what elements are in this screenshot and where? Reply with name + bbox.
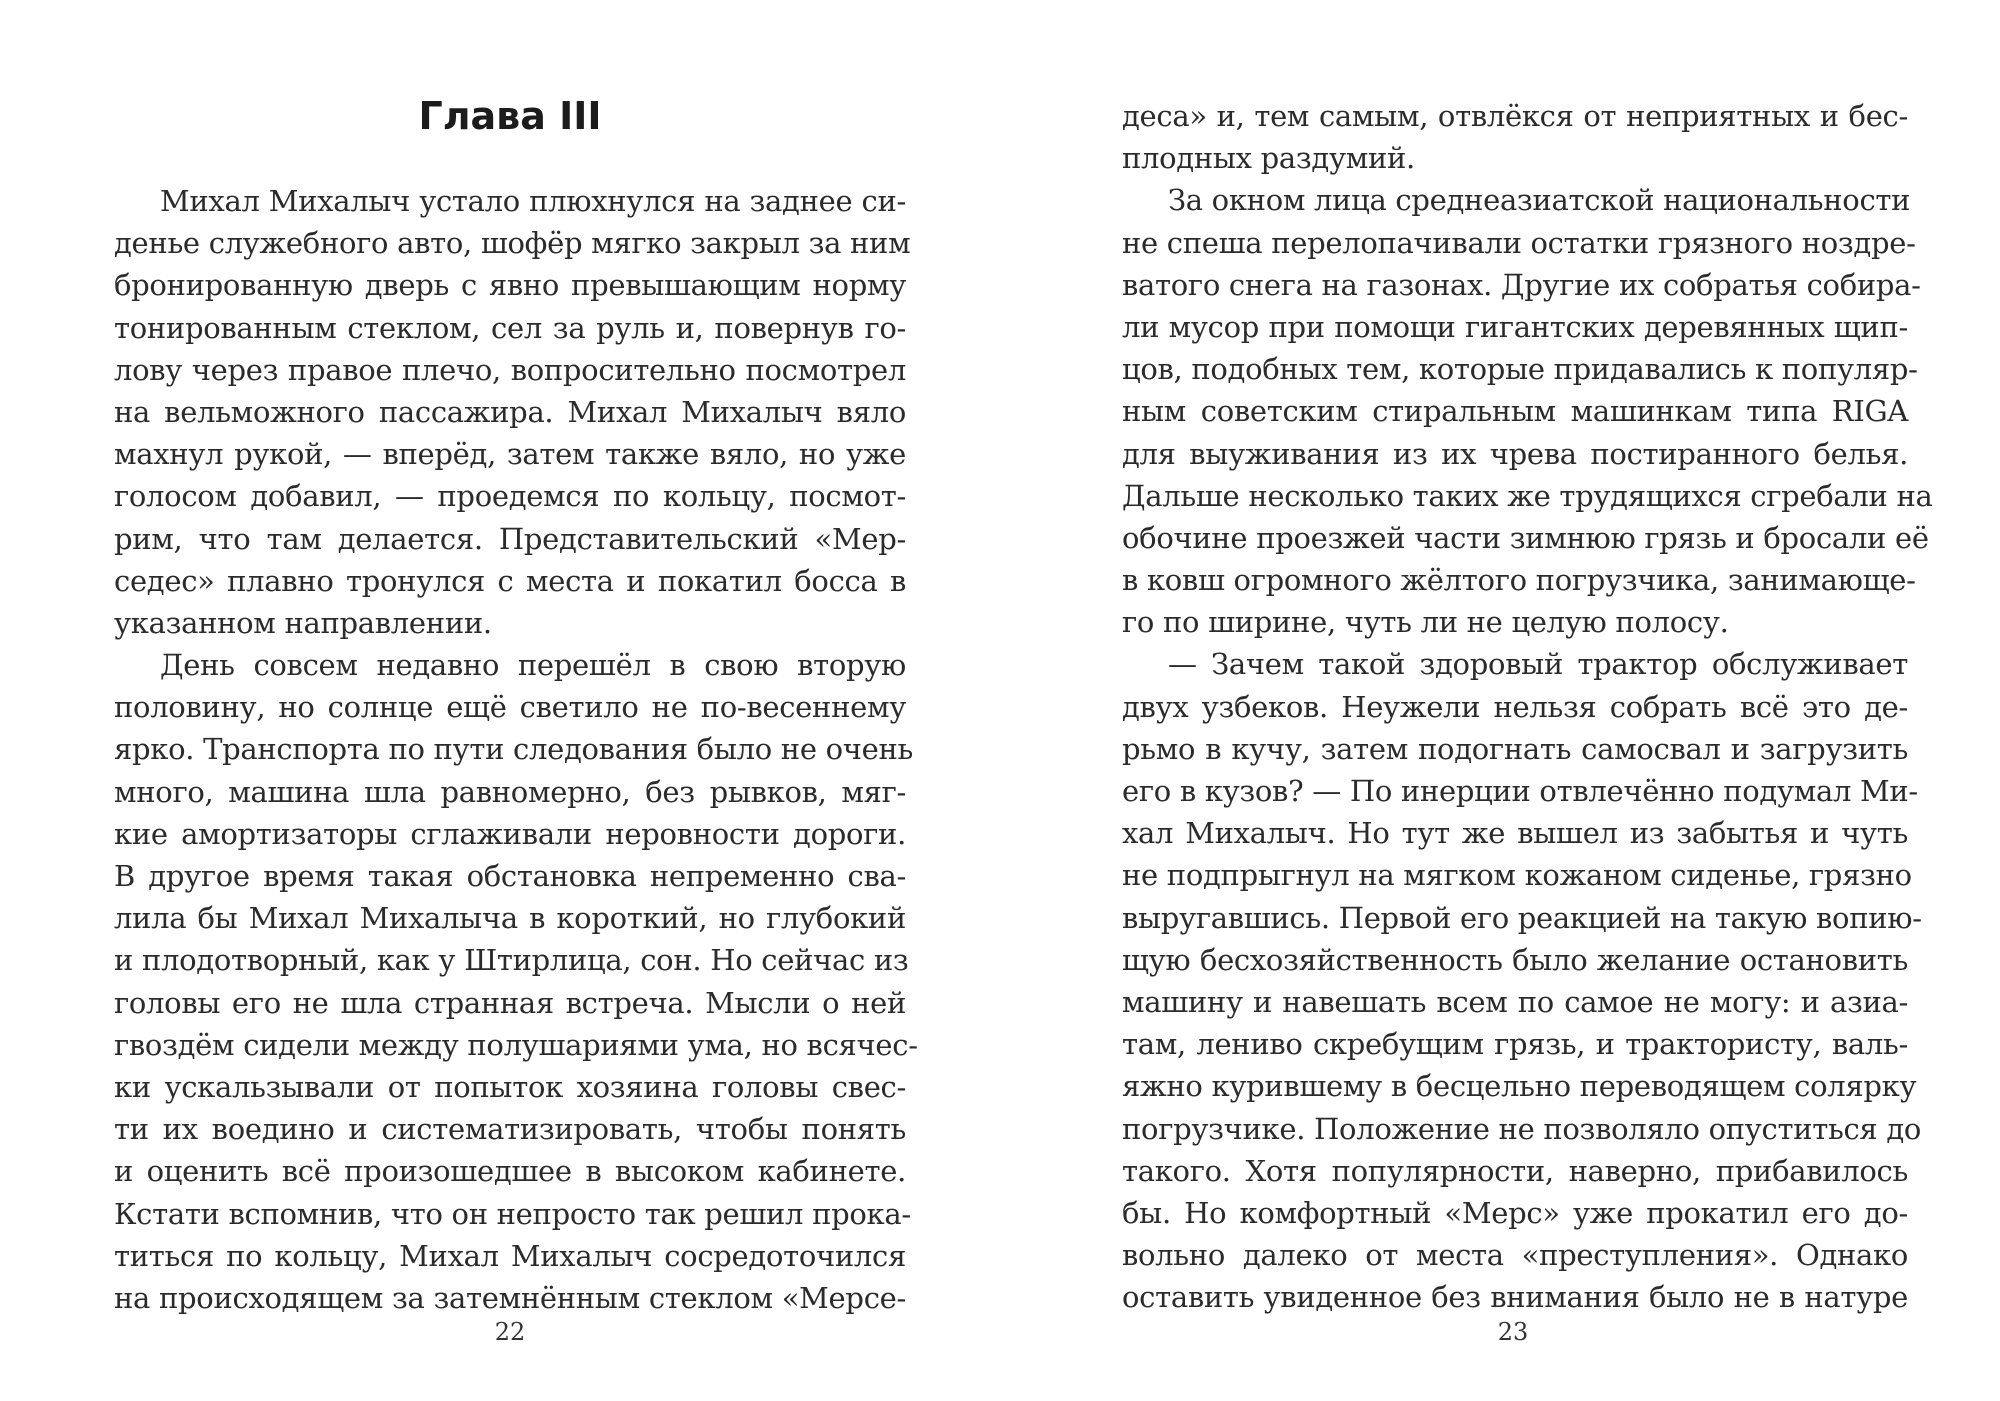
text-line: на происходящем за затемнённым стеклом «Мерсе- bbox=[114, 1280, 906, 1315]
text-line: За окном лица среднеазиатской национальности bbox=[1168, 183, 1911, 218]
text-line: цов, подобных тем, которые придавались к популяр- bbox=[1122, 352, 1918, 387]
text-line: кие амортизаторы сглаживали неровности дороги. bbox=[114, 816, 906, 851]
text-line: двух узбеков. Неужели нельзя собрать всё это де- bbox=[1122, 689, 1908, 724]
text-line: машину и навешать всем по самое не могу: и азиа- bbox=[1122, 984, 1908, 1019]
text-line: много, машина шла равномерно, без рывков, мяг- bbox=[114, 774, 906, 809]
text-line: гвоздём сидели между полушариями ума, но всячес- bbox=[114, 1027, 918, 1062]
chapter-title: Глава III bbox=[418, 94, 602, 138]
text-line: для выуживания из их чрева постиранного белья. bbox=[1122, 436, 1908, 471]
text-line: тонированным стеклом, сел за руль и, повернув го- bbox=[114, 310, 906, 345]
text-line: половину, но солнце ещё светило не по-весеннему bbox=[114, 690, 906, 725]
text-line: оставить увиденное без внимания было не в натуре bbox=[1122, 1280, 1908, 1315]
text-line: бы. Но комфортный «Мерс» уже прокатил его до- bbox=[1122, 1195, 1908, 1230]
text-line: такого. Хотя популярности, наверно, прибавилось bbox=[1122, 1153, 1908, 1188]
text-line: го по ширине, чуть ли не целую полосу. bbox=[1122, 605, 1729, 640]
text-line: плодных раздумий. bbox=[1122, 141, 1415, 176]
text-line: денье служебного авто, шофёр мягко закрыл за ним bbox=[114, 226, 911, 261]
text-line: махнул рукой, — вперёд, затем также вяло, но уже bbox=[114, 437, 906, 472]
page-number-right: 23 bbox=[1497, 1318, 1529, 1346]
text-line: в ковш огромного жёлтого погрузчика, занимающе- bbox=[1122, 563, 1916, 598]
text-line: седес» плавно тронулся с места и покатил босса в bbox=[114, 563, 906, 598]
text-line: лову через правое плечо, вопросительно посмотрел bbox=[114, 352, 906, 387]
text-line: В другое время такая обстановка непременно сва- bbox=[114, 859, 906, 893]
text-line: титься по кольцу, Михал Михалыч сосредоточился bbox=[114, 1238, 906, 1273]
text-line: погрузчике. Положение не позволяло опуститься до bbox=[1122, 1111, 1922, 1146]
text-line: не подпрыгнул на мягком кожаном сиденье, грязно bbox=[1122, 858, 1912, 893]
text-line: Дальше несколько таких же трудящихся сгребали на bbox=[1122, 478, 1933, 513]
text-line: — Зачем такой здоровый трактор обслуживает bbox=[1168, 647, 1908, 682]
left-page-text bbox=[114, 180, 918, 1319]
text-line: хал Михалыч. Но тут же вышел из забытья и чуть bbox=[1122, 816, 1908, 851]
text-line: обочине проезжей части зимнюю грязь и бросали её bbox=[1122, 520, 1929, 555]
text-line: ярко. Транспорта по пути следования было не очень bbox=[114, 732, 914, 767]
page-number-left: 22 bbox=[494, 1318, 526, 1346]
text-line: рим, что там делается. Представительский «Мер- bbox=[114, 521, 906, 556]
text-line: лила бы Михал Михалыча в короткий, но глубокий bbox=[114, 901, 906, 936]
text-line: яжно курившему в бесцельно переводящем солярку bbox=[1122, 1069, 1917, 1104]
text-line: щую бесхозяйственность было желание остановить bbox=[1122, 942, 1908, 977]
text-line: голосом добавил, — проедемся по кольцу, посмот- bbox=[114, 479, 906, 514]
text-line: ватого снега на газонах. Другие их собратья собира- bbox=[1122, 267, 1921, 302]
text-line: и оценить всё произошедшее в высоком кабинете. bbox=[114, 1154, 906, 1189]
text-line: ли мусор при помощи гигантских деревянных щип- bbox=[1122, 309, 1908, 344]
text-line: Кстати вспомнив, что он непросто так решил прока- bbox=[114, 1196, 911, 1231]
text-line: рьмо в кучу, затем подогнать самосвал и загрузить bbox=[1122, 731, 1908, 766]
right-page bbox=[1000, 0, 2000, 1401]
text-line: вольно далеко от места «преступления». Однако bbox=[1122, 1238, 1908, 1273]
text-line: бронированную дверь с явно превышающим норму bbox=[114, 268, 906, 303]
text-line: не спеша перелопачивали остатки грязного ноздре- bbox=[1122, 225, 1916, 260]
text-line: ти их воедино и систематизировать, чтобы понять bbox=[114, 1112, 906, 1147]
text-line: на вельможного пассажира. Михал Михалыч вяло bbox=[114, 394, 906, 429]
text-line: указанном направлении. bbox=[114, 605, 492, 640]
text-line: головы его не шла странная встреча. Мысли о ней bbox=[114, 985, 906, 1020]
text-line: деса» и, тем самым, отвлёкся от неприятных и бес- bbox=[1122, 99, 1908, 133]
text-line: Михал Михалыч устало плюхнулся на заднее си- bbox=[160, 184, 906, 218]
text-line: и плодотворный, как у Штирлица, сон. Но сейчас из bbox=[114, 943, 909, 978]
text-line: его в кузов? — По инерции отвлечённо подумал Ми- bbox=[1122, 774, 1918, 808]
text-line: выругавшись. Первой его реакцией на такую вопию- bbox=[1122, 900, 1922, 935]
text-line: День совсем недавно перешёл в свою вторую bbox=[160, 648, 906, 683]
text-line: там, лениво скребущим грязь, и трактористу, валь- bbox=[1122, 1027, 1908, 1062]
text-line: ки ускальзывали от попыток хозяина головы свес- bbox=[114, 1069, 906, 1104]
text-line: ным советским стиральным машинкам типа RIGA bbox=[1122, 394, 1908, 429]
right-page-text bbox=[1122, 95, 1933, 1318]
